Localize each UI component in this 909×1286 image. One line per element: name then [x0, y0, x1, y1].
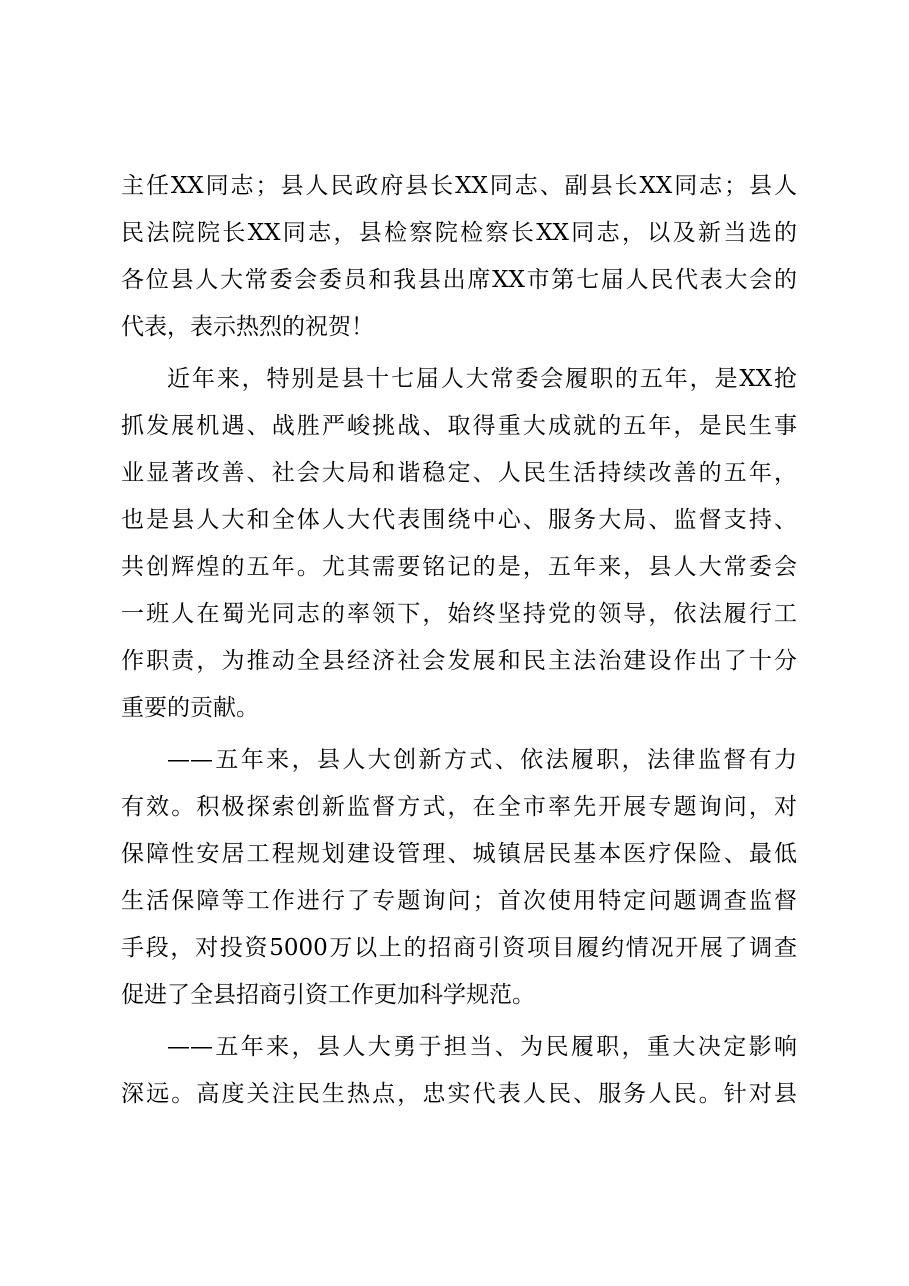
text-line: 作职责，为推动全县经济社会发展和民主法治建设作出了十分 — [121, 648, 797, 674]
text-line: 也是县人大和全体人大代表围绕中心、服务大局、监督支持、 — [121, 507, 797, 533]
text-line: 手段，对投资5000万以上的招商引资项目履约情况开展了调查 — [121, 935, 797, 961]
text-line: 共创辉煌的五年。尤其需要铭记的是，五年来，县人大常委会 — [121, 554, 797, 580]
text-line: 各位县人大常委会委员和我县出席XX市第七届人民代表大会的 — [121, 267, 797, 293]
text-line: 一班人在蜀光同志的率领下，始终坚持党的领导，依法履行工 — [121, 601, 797, 627]
text-line: 有效。积极探索创新监督方式，在全市率先开展专题询问，对 — [121, 794, 797, 820]
text-line: 代表，表示热烈的祝贺！ — [121, 314, 374, 340]
paragraph-first-line: 近年来，特别是县十七届人大常委会履职的五年，是XX抢 — [167, 366, 797, 392]
text-line: 促进了全县招商引资工作更加科学规范。 — [121, 982, 535, 1008]
paragraph-first-line: ——五年来，县人大勇于担当、为民履职，重大决定影响 — [167, 1034, 797, 1060]
paragraph-first-line: ——五年来，县人大创新方式、依法履职，法律监督有力 — [167, 747, 797, 773]
text-line: 业显著改善、社会大局和谐稳定、人民生活持续改善的五年， — [121, 460, 797, 486]
text-line: 生活保障等工作进行了专题询问；首次使用特定问题调查监督 — [121, 888, 797, 914]
text-line: 民法院院长XX同志，县检察院检察长XX同志，以及新当选的 — [121, 220, 797, 246]
text-line: 深远。高度关注民生热点，忠实代表人民、服务人民。针对县 — [121, 1081, 797, 1107]
text-line: 重要的贡献。 — [121, 695, 259, 721]
text-line: 抓发展机遇、战胜严峻挑战、取得重大成就的五年，是民生事 — [121, 413, 797, 439]
text-line: 主任XX同志；县人民政府县长XX同志、副县长XX同志；县人 — [121, 173, 797, 199]
text-line: 保障性安居工程规划建设管理、城镇居民基本医疗保险、最低 — [121, 841, 797, 867]
